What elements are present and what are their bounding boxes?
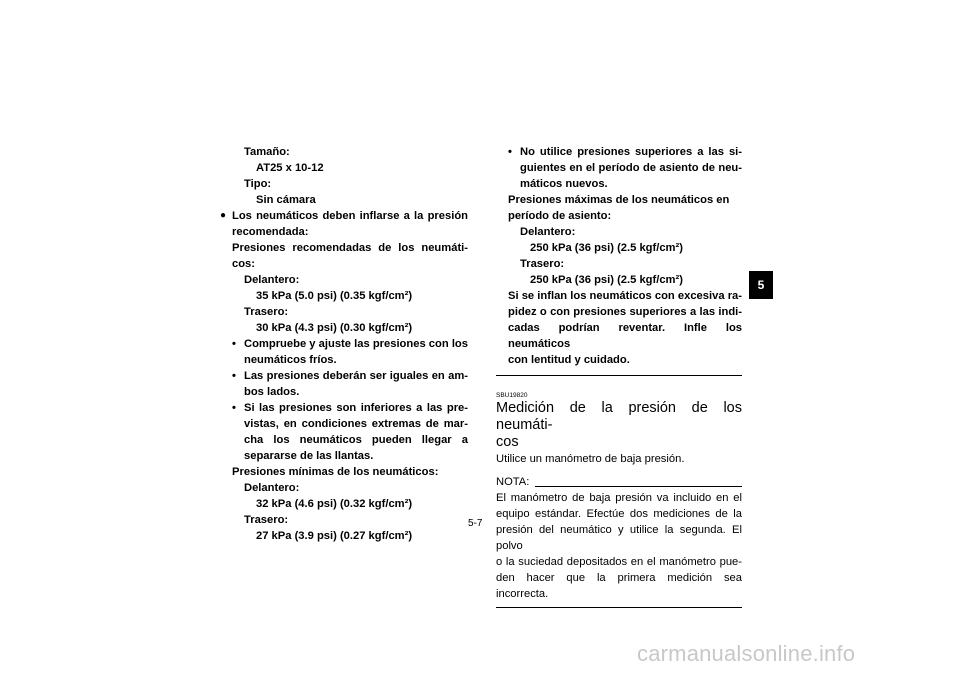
warning-text: Si se inflan los neumáticos con excesiva ra- bbox=[508, 290, 742, 302]
rear-label: Trasero: bbox=[244, 306, 289, 318]
nota-text: El manómetro de baja presión va incluido en el equipo estándar. Efectúe dos mediciones de la presión del neumático y utilice la segunda. El polvo o la suciedad depositados en el manómetro pue- den hacer que la primera medición sea incorrecta. bbox=[496, 492, 742, 600]
max-rear-value: 250 kPa (36 psi) (2.5 kgf/cm²) bbox=[530, 274, 683, 286]
chapter-tab: 5 bbox=[749, 271, 773, 299]
list-item: • Si las presiones son inferiores a las pre- vistas, en condiciones extremas de mar- cha los neumáticos pueden llegar a separarse de las llantas. bbox=[232, 402, 468, 462]
min-rear-value: 27 kPa (3.9 psi) (0.27 kgf/cm²) bbox=[256, 530, 413, 542]
front-label: Delantero: bbox=[244, 274, 300, 286]
nota-end-divider bbox=[496, 607, 742, 608]
min-title: Presiones mínimas de los neumáticos: bbox=[232, 466, 439, 478]
front-label: Delantero: bbox=[244, 482, 300, 494]
main-bullet: ● Los neumáticos deben inflarse a la presión recomendada: bbox=[220, 210, 468, 238]
max-title: Presiones máximas de los neumáticos en bbox=[508, 194, 730, 206]
max-front-value: 250 kPa (36 psi) (2.5 kgf/cm²) bbox=[530, 242, 683, 254]
section-code: SBU19820 bbox=[496, 392, 528, 399]
min-front-value: 32 kPa (4.6 psi) (0.32 kgf/cm²) bbox=[256, 498, 413, 510]
recommended-title: Presiones recomendadas de los neumáti- bbox=[232, 242, 468, 254]
section-heading: Medición de la presión de los neumáti- cos bbox=[496, 400, 742, 450]
section-divider bbox=[496, 375, 742, 376]
rear-label: Trasero: bbox=[244, 514, 289, 526]
list-item: • Las presiones deberán ser iguales en am- bos lados. bbox=[232, 370, 468, 398]
bullet-dot-icon: ● bbox=[220, 210, 227, 221]
rear-label: Trasero: bbox=[520, 258, 565, 270]
nota-divider bbox=[535, 486, 742, 487]
right-column: • No utilice presiones superiores a las si- guientes en el período de asiento de neu- máticos nuevos. Presiones máximas de los neumáticos en período de asiento: Delantero: 250 kPa (36 psi) (2.5 kgf/cm²) Trasero: 250 kPa (36 psi) (2.5 kgf/cm²) Si se inflan los neumáticos con excesiva ra- pidez o con presiones superiores a las indi- cadas podrían reventar. Infle los neumáticos con lentitud y cuidado. SBU19820 Medición de la presión de los neumáti- cos Utilice un manómetro de baja presión. NOTA: El manómetro de baja presión va incluido en el equipo estándar. Efectúe dos mediciones de la presión del neumático y utilice la segunda. El polvo o la suciedad depositados en el manómetro pue- den hacer que la primera medición sea incorrecta. bbox=[496, 144, 742, 608]
nota-header bbox=[496, 474, 742, 490]
list-item: • Compruebe y ajuste las presiones con los neumáticos fríos. bbox=[232, 338, 468, 366]
nota-label: NOTA: bbox=[496, 476, 530, 488]
intro-text: Utilice un manómetro de baja presión. bbox=[496, 453, 685, 465]
page-number: 5-7 bbox=[468, 518, 483, 529]
type-value: Sin cámara bbox=[256, 194, 316, 206]
size-value: AT25 x 10-12 bbox=[256, 162, 324, 174]
watermark: carmanualsonline.info bbox=[637, 641, 856, 666]
left-column: Tamaño: AT25 x 10-12 Tipo: Sin cámara ● Los neumáticos deben inflarse a la presión recomendada: Presiones recomendadas de los neumáti- cos: Delantero: 35 kPa (5.0 psi) (0.35 kgf/cm²) Trasero: 30 kPa (4.3 psi) (0.30 kgf/cm²) • Compruebe y ajuste las presiones con los neumáticos fríos. • Las presiones deberán ser iguales en am- bos lados. • Si las presiones son inferiores a las pre- vistas, en condiciones extremas de mar- cha los neumáticos pueden llegar a separarse de las llantas. Presiones mínimas de los neumáticos: Delantero: 32 kPa (4.6 psi) (0.32 kgf/cm²) Trasero: 27 kPa (3.9 psi) (0.27 kgf/cm²) bbox=[220, 146, 468, 542]
type-label: Tipo: bbox=[244, 178, 272, 190]
front-label: Delantero: bbox=[520, 226, 576, 238]
size-label: Tamaño: bbox=[244, 146, 290, 158]
list-item: • No utilice presiones superiores a las si- guientes en el período de asiento de neu- máticos nuevos. bbox=[508, 146, 742, 190]
rec-front-value: 35 kPa (5.0 psi) (0.35 kgf/cm²) bbox=[256, 290, 413, 302]
rec-rear-value: 30 kPa (4.3 psi) (0.30 kgf/cm²) bbox=[256, 322, 413, 334]
